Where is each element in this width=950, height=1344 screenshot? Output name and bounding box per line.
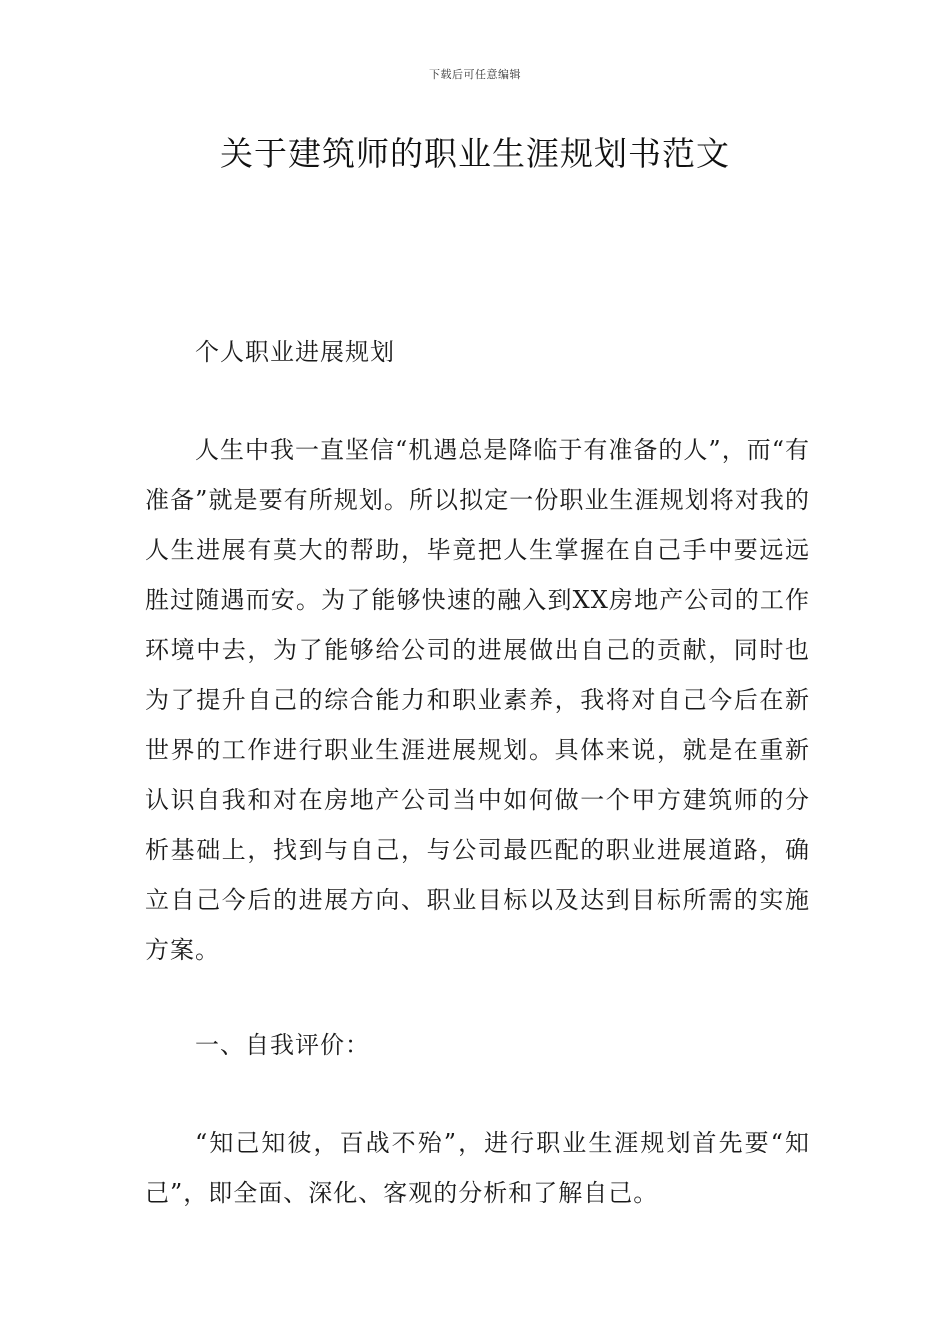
document-title: 关于建筑师的职业生涯规划书范文 [220,134,730,173]
know-self-paragraph: “知己知彼，百战不殆”，进行职业生涯规划首先要“知己”，即全面、深化、客观的分析和了解自己。 [145,1129,810,1207]
section-heading: 个人职业进展规划 [195,338,395,366]
header-note: 下载后可任意编辑 [429,68,521,81]
intro-paragraph: 人生中我一直坚信“机遇总是降临于有准备的人”，而“有准备”就是要有所规划。所以拟定一份职业生涯规划将对我的人生进展有莫大的帮助，毕竟把人生掌握在自己手中要远远胜过随遇而安。为了能够快速的融入到XX房地产公司的工作环境中去，为了能够给公司的进展做出自己的贡献，同时也为了提升自己的综合能力和职业素养，我将对自己今后在新世界的工作进行职业生涯进展规划。具体来说，就是在重新认识自我和对在房地产公司当中如何做一个甲方建筑师的分析基础上，找到与自己，与公司最匹配的职业进展道路，确立自己今后的进展方向、职业目标以及达到目标所需的实施方案。 [145,436,810,964]
heading-self-evaluation: 一、自我评价： [195,1031,370,1059]
